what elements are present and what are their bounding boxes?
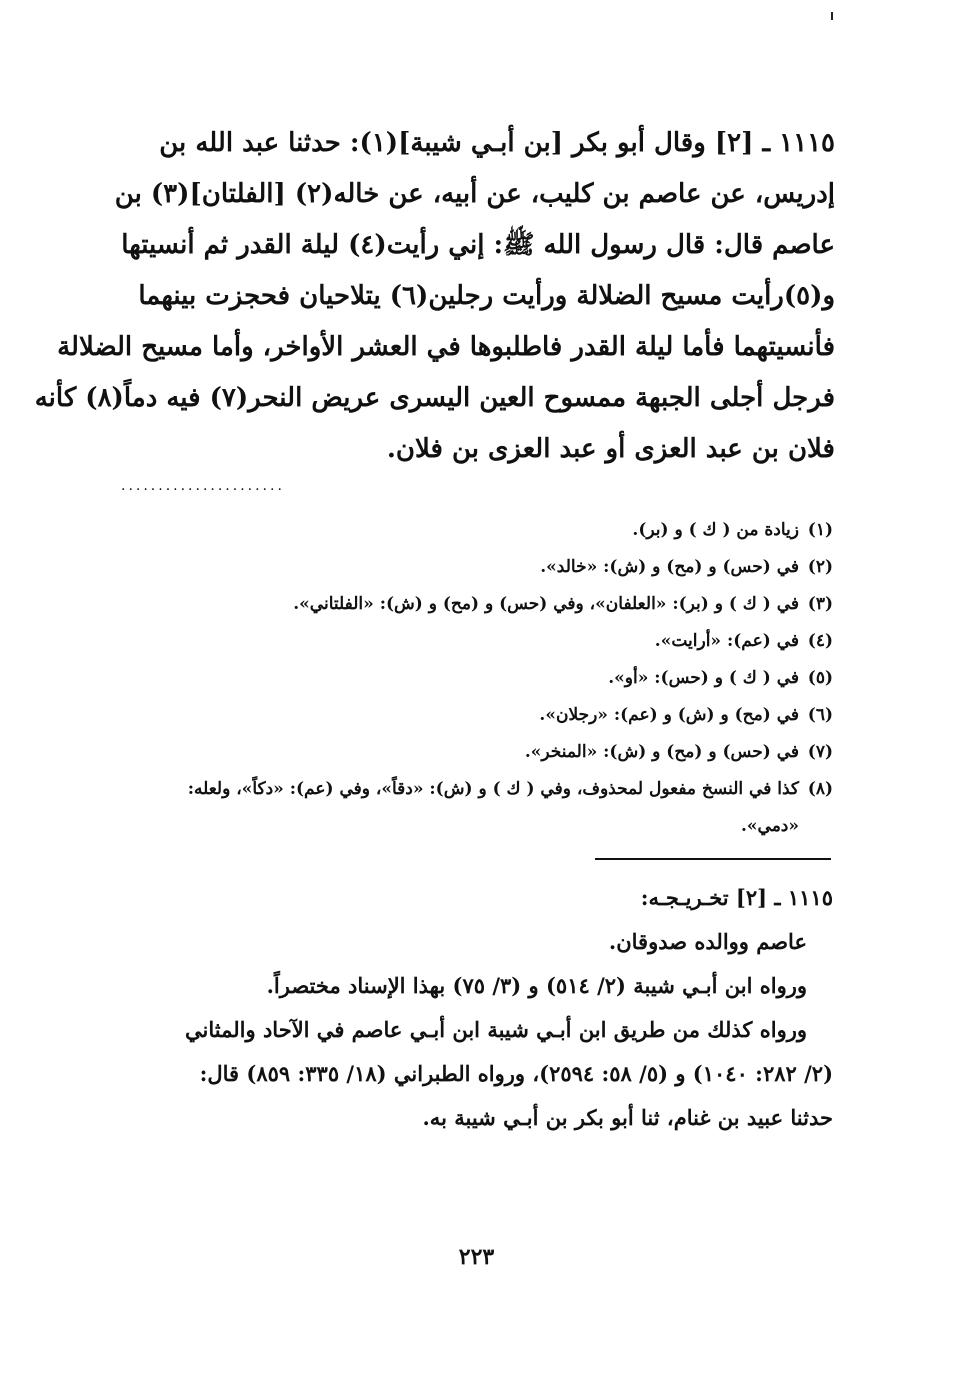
footnote-number: (٣): [807, 594, 833, 614]
hadith-line: فرجل أجلى الجبهة ممسوح العين اليسرى عريض النحر(٧) فيه دماً(٨) كأنه: [34, 383, 835, 413]
page-number: ٢٢٣: [458, 1244, 495, 1270]
footnote-text: زيادة من ( ك ) و (بر).: [632, 520, 799, 540]
footnote-text: في (حس) و (مح) و (ش): «المنخر».: [524, 742, 799, 762]
footnote: [117, 734, 833, 771]
takhrij-heading: ١١١٥ ـ [٢] تخـريـجـه:: [640, 885, 833, 910]
footnote: [117, 771, 833, 808]
takhrij-line: حدثنا عبيد بن غنام، ثنا أبو بكر بن أبـي شيبة به.: [422, 1105, 833, 1130]
section-divider: [595, 858, 831, 860]
hadith-line: و(٥)رأيت مسيح الضلالة ورأيت رجلين(٦) يتلاحيان فحجزت بينهما: [138, 281, 835, 311]
footnote-number: (٢): [807, 557, 833, 577]
footnote-number: (٧): [807, 742, 833, 762]
footnote-text: كذا في النسخ مفعول لمحذوف، وفي ( ك ) و (ش): «دقاً»، وفي (عم): «دكاً»، ولعله:: [187, 779, 799, 799]
footnote-text: في (عم): «أرايت».: [654, 631, 799, 651]
footnote: [117, 697, 833, 734]
takhrij-line: ورواه كذلك من طريق ابن أبـي شيبة ابن أبـي عاصم في الآحاد والمثاني: [185, 1017, 807, 1042]
scan-mark: [831, 12, 833, 20]
footnote: [117, 512, 833, 549]
footnote: [117, 586, 833, 623]
takhrij-line: (٢/ ٢٨٢: ١٠٤٠) و (٥/ ٥٨: ٢٥٩٤)، ورواه الطبراني (١٨/ ٣٣٥: ٨٥٩) قال:: [199, 1061, 833, 1086]
hadith-line: ١١١٥ ـ [٢] وقال أبو بكر [بن أبـي شيبة](١): حدثنا عبد الله بن: [159, 128, 835, 158]
footnote-text: «دمي».: [740, 816, 799, 836]
footnote-text: في (حس) و (مح) و (ش): «خالد».: [540, 557, 799, 577]
hadith-line: فلان بن عبد العزى أو عبد العزى بن فلان.: [386, 434, 835, 464]
footnotes: [117, 512, 833, 845]
hadith-text: [34, 118, 835, 475]
footnote-text: في ( ك ) و (حس): «أو».: [608, 668, 799, 688]
footnote: [117, 623, 833, 660]
footnote-number: (٤): [807, 631, 833, 651]
footnote-continuation: [117, 808, 833, 845]
hadith-line: فأنسيتهما فأما ليلة القدر فاطلبوها في العشر الأواخر، وأما مسيح الضلالة: [57, 332, 835, 362]
takhrij-section: [117, 876, 833, 1140]
footnote-number: (١): [807, 520, 833, 540]
footnote: [117, 549, 833, 586]
footnote-text: في ( ك ) و (بر): «العلفان»، وفي (حس) و (مح) و (ش): «الفلتاني».: [293, 594, 799, 614]
footnote-separator: ......................: [121, 478, 285, 494]
hadith-line: إدريس، عن عاصم بن كليب، عن أبيه، عن خاله(٢) [الفلتان](٣) بن: [114, 179, 835, 209]
hadith-line: عاصم قال: قال رسول الله ﷺ: إني رأيت(٤) ليلة القدر ثم أنسيتها: [121, 230, 835, 260]
takhrij-paragraph: ورواه ابن أبـي شيبة (٢/ ٥١٤) و (٣/ ٧٥) بهذا الإسناد مختصراً.: [266, 973, 807, 998]
footnote: [117, 660, 833, 697]
footnote-number: (٦): [807, 705, 833, 725]
takhrij-paragraph: عاصم ووالده صدوقان.: [608, 929, 807, 954]
footnote-number: (٨): [807, 779, 833, 799]
footnote-number: (٥): [807, 668, 833, 688]
footnote-text: في (مح) و (ش) و (عم): «رجلان».: [539, 705, 799, 725]
